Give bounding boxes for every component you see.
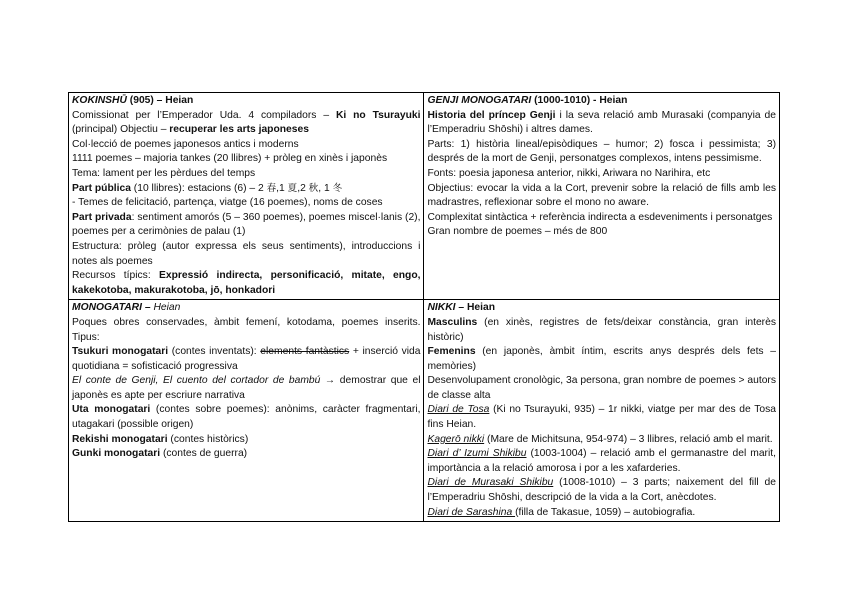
genji-line: Gran nombre de poemes – més de 800: [427, 226, 608, 238]
nikki-line: Kagerō nikki (Mare de Michitsuna, 954-974) – 3 llibres, relació amb el marit.: [427, 433, 773, 445]
genji-line: Fonts: poesia japonesa anterior, nikki, Ariwara no Narihira, etc: [427, 167, 711, 179]
kokinshu-line: Part privada: sentiment amorós (5 – 360 poemes), poemes miscel·lanis (2), poemes per a cerimònies de palau (1): [72, 211, 421, 238]
kokinshu-line: 1111 poemes – majoria tankes (20 llibres) + pròleg en xinès i japonès: [72, 153, 388, 165]
nikki-line: Diari d’ Izumi Shikibu (1003-1004) – relació amb el germanastre del marit, importància a la relació amorosa i por a les xafarderies.: [427, 448, 776, 474]
kokinshu-line: Tema: lament per les pèrdues del temps: [72, 167, 256, 179]
genji-line: Complexitat sintàctica + referència indirecta a esdeveniments i personatges: [427, 211, 773, 223]
kokinshu-line: Part pública (10 llibres): estacions (6) – 2 春,1 夏,2 秋, 1 冬: [72, 182, 343, 194]
kokinshu-line: - Temes de felicitació, partença, viatge (16 poemes), noms de coses: [72, 197, 383, 209]
kokinshu-cell: [69, 93, 424, 300]
kokinshu-line: Estructura: pròleg (autor expressa els seus sentiments), introduccions i notes als poemes: [72, 240, 421, 267]
monogatari-line: El conte de Genji, El cuento del cortador de bambú → demostrar que el japonès es apte per escriure narrativa: [72, 375, 421, 401]
genji-title: GENJI MONOGATARI (1000-1010) - Heian: [427, 95, 628, 106]
monogatari-cell: [69, 300, 424, 522]
kokinshu-line: Recursos típics: Expressió indirecta, personificació, mitate, engo, kakekotoba, makurakotoba, jō, honkadori: [72, 270, 421, 296]
nikki-cell: [424, 300, 780, 522]
monogatari-line: Tsukuri monogatari (contes inventats): elements fantàstics + inserció vida quotidiana = sofisticació progressiva: [72, 346, 421, 372]
nikki-title: NIKKI – Heian: [427, 302, 496, 314]
genji-cell: [424, 93, 780, 300]
nikki-line: Diari de Sarashina (filla de Takasue, 1059) – autobiografia.: [427, 506, 696, 518]
monogatari-line: Gunki monogatari (contes de guerra): [72, 448, 248, 460]
genji-line: Historia del príncep Genji i la seva relació amb Murasaki (companyia de l’Emperadriu Shōshi) i altres dames.: [427, 109, 776, 136]
monogatari-line: Poques obres conservades, àmbit femení, kotodama, poemes inserits. Tipus:: [72, 316, 421, 343]
nikki-line: Femenins (en japonès, àmbit íntim, escrits anys després dels fets – memòries): [427, 346, 776, 372]
kokinshu-line: Col·lecció de poemes japonesos antics i moderns: [72, 138, 299, 150]
literature-table: [68, 92, 780, 522]
monogatari-line: Rekishi monogatari (contes històrics): [72, 433, 249, 445]
nikki-line: Diari de Murasaki Shikibu (1008-1010) – 3 parts; naixement del fill de l’Emperadriu Shōshi, descripció de la vida a la Cort, anècdotes.: [427, 477, 777, 504]
nikki-line: Masculins (en xinès, registres de fets/deixar constància, gran interès històric): [427, 316, 776, 343]
kokinshu-line: Comissionat per l’Emperador Uda. 4 compiladors – Ki no Tsurayuki (principal) Objectiu – recuperar les arts japoneses: [72, 109, 421, 136]
nikki-line: Diari de Tosa (Ki no Tsurayuki, 935) – 1r nikki, viatge per mar des de Tosa fins Heian.: [427, 404, 776, 431]
nikki-line: Desenvolupament cronològic, 3a persona, gran nombre de poemes > autors de classe alta: [427, 375, 776, 401]
monogatari-line: Uta monogatari (contes sobre poemes): anònims, caràcter fragmentari, utagakari (possible origen): [72, 404, 421, 431]
kokinshu-title: KOKINSHŪ (905) – Heian: [72, 95, 194, 106]
genji-line: Parts: 1) història lineal/episòdiques – humor; 2) fosca i pessimista; 3) després de la mort de Genji, personatges complexos, intens pessimisme.: [427, 138, 776, 165]
genji-line: Objectius: evocar la vida a la Cort, prevenir sobre la relació de fills amb les madrastres, reflexionar sobre el mono no aware.: [427, 182, 776, 209]
monogatari-title: MONOGATARI – Heian: [72, 302, 181, 314]
